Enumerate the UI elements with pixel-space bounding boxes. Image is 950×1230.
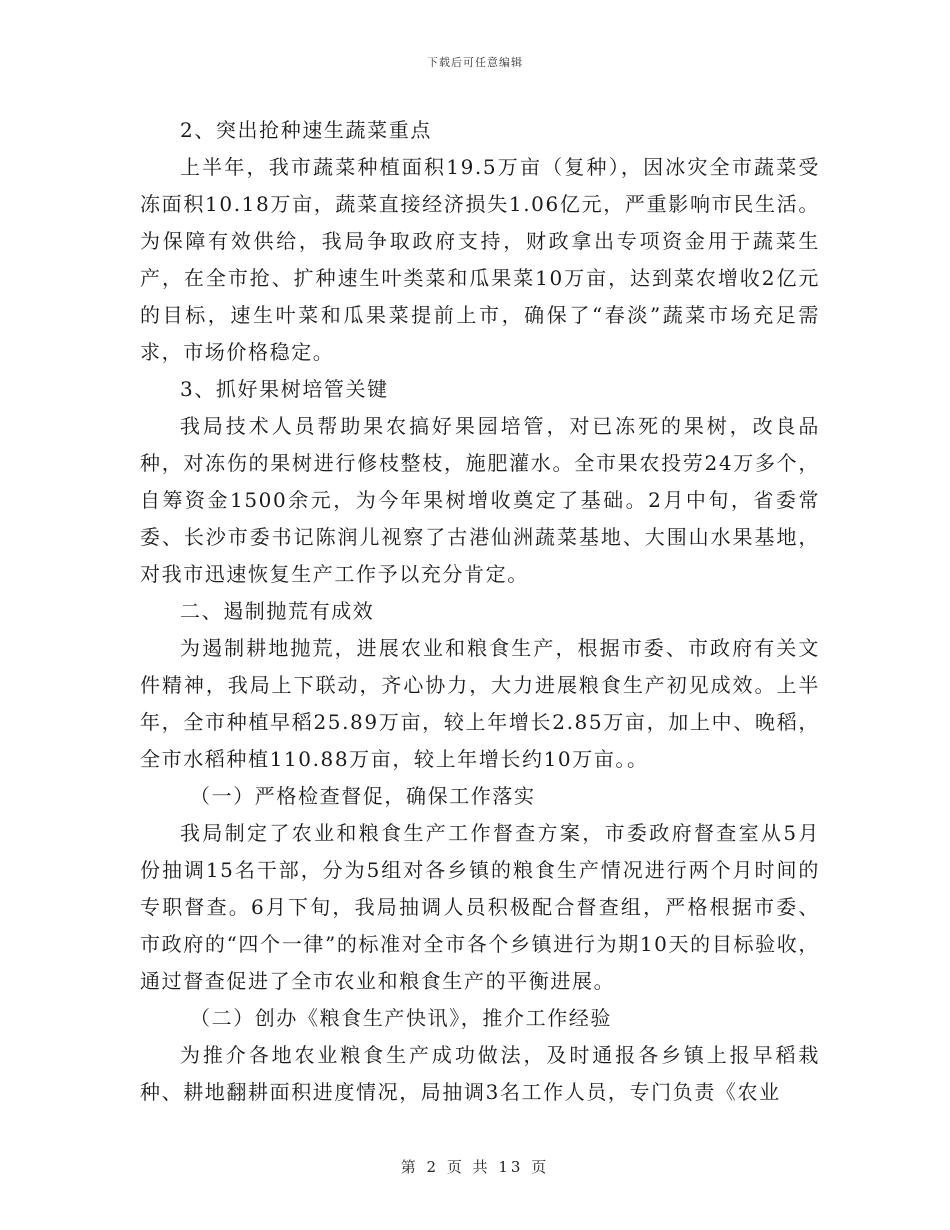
paragraph-abandonment: 为遏制耕地抛荒，进展农业和粮食生产，根据市委、市政府有关文件精神，我局上下联动，齐心协力，大力进展粮食生产初见成效。上半年，全市种植早稻25.89万亩，较上年增长2.85万亩，加上中、晚稻，全市水稻种植110.88万亩，较上年增长约10万亩。。 — [140, 636, 820, 771]
section-heading-vegetables: 2、突出抢种速生蔬菜重点 — [180, 118, 432, 142]
section-heading-bulletin: （二）创办《粮食生产快讯》，推介工作经验 — [190, 1006, 612, 1030]
section-heading-abandonment: 二、遏制抛荒有成效 — [180, 599, 375, 623]
paragraph-vegetables: 上半年，我市蔬菜种植面积19.5万亩（复种），因冰灾全市蔬菜受冻面积10.18万亩，蔬菜直接经济损失1.06亿元，严重影响市民生活。为保障有效供给，我局争取政府支持，财政拿出专项资金用于蔬菜生产，在全市抢、扩种速生叶类菜和瓜果菜10万亩，达到菜农增收2亿元的目标，速生叶菜和瓜果菜提前上市，确保了“春淡”蔬菜市场充足需求，市场价格稳定。 — [140, 155, 820, 364]
document-body — [140, 112, 820, 1111]
paragraph-bulletin: 为推介各地农业粮食生产成功做法，及时通报各乡镇上报早稻栽种、耕地翻耕面积进度情况，局抽调3名工作人员，专门负责《农业 — [140, 1043, 820, 1104]
section-heading-fruit-trees: 3、抓好果树培管关键 — [180, 377, 389, 401]
paragraph-inspection: 我局制定了农业和粮食生产工作督查方案，市委政府督查室从5月份抽调15名干部，分为5组对各乡镇的粮食生产情况进行两个月时间的专职督查。6月下旬，我局抽调人员积极配合督查组，严格根据市委、市政府的“四个一律”的标准对全市各个乡镇进行为期10天的目标验收，通过督查促进了全市农业和粮食生产的平衡进展。 — [140, 821, 820, 993]
page-header: 下载后可任意编辑 — [427, 56, 523, 69]
section-heading-inspection: （一）严格检查督促，确保工作落实 — [190, 784, 536, 808]
paragraph-fruit-trees: 我局技术人员帮助果农搞好果园培管，对已冻死的果树，改良品种，对冻伤的果树进行修枝整枝，施肥灌水。全市果农投劳24万多个，自筹资金1500余元，为今年果树增收奠定了基础。2月中旬，省委常委、长沙市委书记陈润儿视察了古港仙洲蔬菜基地、大围山水果基地，对我市迅速恢复生产工作予以充分肯定。 — [140, 414, 820, 586]
page-number-footer: 第 2 页 共 13 页 — [400, 1158, 550, 1176]
